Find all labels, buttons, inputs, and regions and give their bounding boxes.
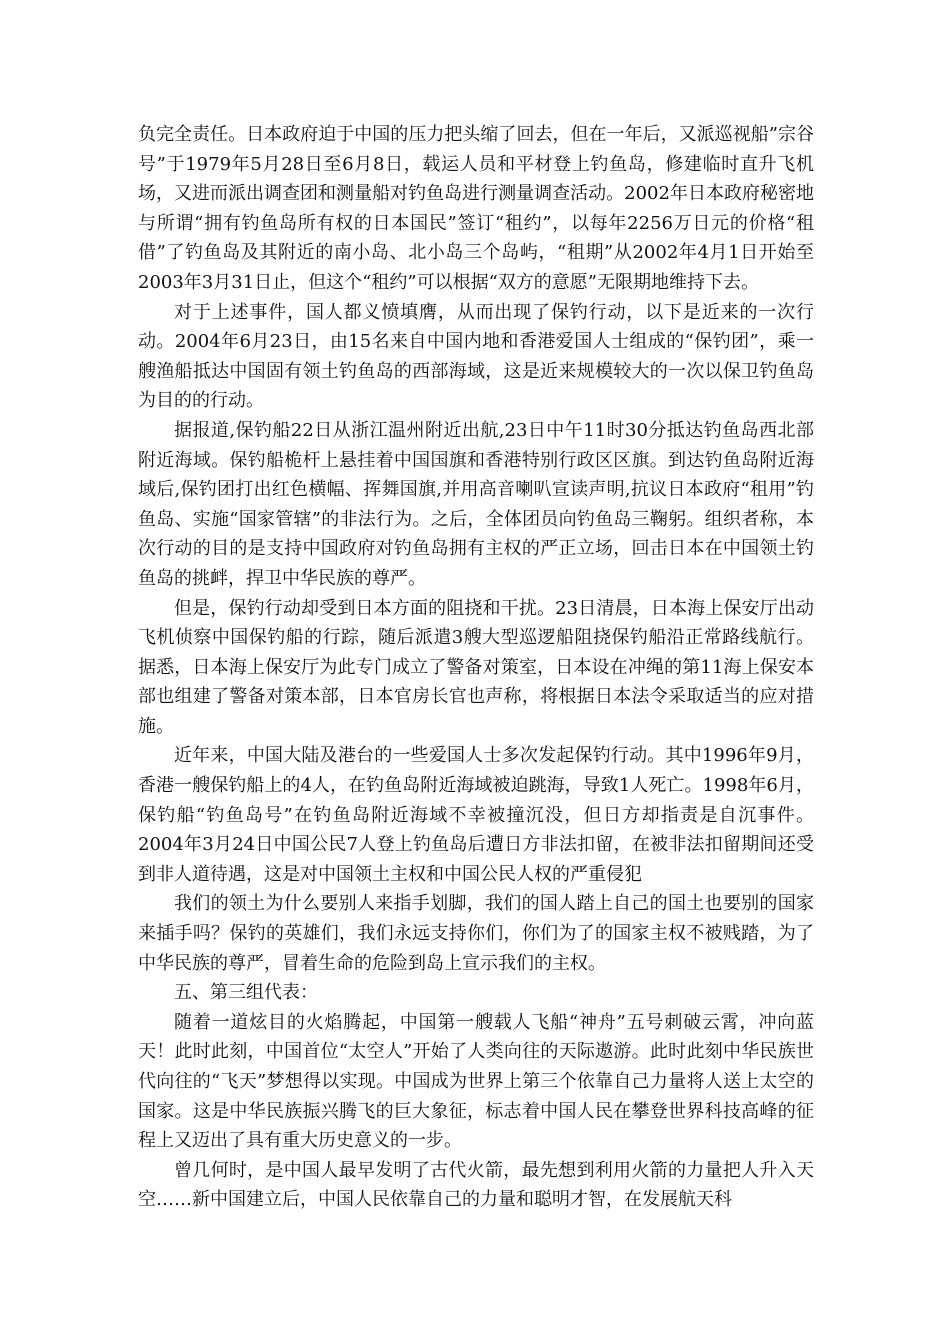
paragraph-continuation: 负完全责任。日本政府迫于中国的压力把头缩了回去，但在一年后，又派巡视船”宗谷号”于1979年5月28日至6月8日，载运人员和平材登上钓鱼岛，修建临时直升飞机场，又进而派出调查团和测量船对钓鱼岛进行测量调查活动。2002年日本政府秘密地与所谓“拥有钓鱼岛所有权的日本国民”签订“租约”，以每年2256万日元的价格“租借”了钓鱼岛及其附近的南小岛、北小岛三个岛屿，“租期”从2002年4月1日开始至2003年3月31日止，但这个“租约”可以根据“双方的意愿”无限期地维持下去。 (138, 124, 814, 293)
paragraph: 随着一道炫目的火焰腾起，中国第一艘载人飞船“神舟”五号刺破云霄，冲向蓝天！此时此刻，中国首位“太空人”开始了人类向往的天际遨游。此时此刻中华民族世代向往的“飞天”梦想得以实现。中国成为世界上第三个依靠自己力量将人送上太空的国家。这是中华民族振兴腾飞的巨大象征，标志着中国人民在攀登世界科技高峰的征程上又迈出了具有重大历史意义的一步。 (138, 1011, 814, 1152)
section-heading: 五、第三组代表： (174, 982, 318, 1004)
document-page (138, 120, 814, 1215)
paragraph: 曾几何时，是中国人最早发明了古代火箭，最先想到利用火箭的力量把人升入天空……新中国建立后，中国人民依靠自己的力量和聪明才智，在发展航天科 (138, 1159, 814, 1211)
paragraph: 近年来，中国大陆及港台的一些爱国人士多次发起保钓行动。其中1996年9月，香港一艘保钓船上的4人，在钓鱼岛附近海域被迫跳海，导致1人死亡。1998年6月，保钓船“钓鱼岛号”在钓鱼岛附近海域不幸被撞沉没，但日方却指责是自沉事件。2004年3月24日中国公民7人登上钓鱼岛后遭日方非法扣留，在被非法扣留期间还受到非人道待遇，这是对中国领土主权和中国公民人权的严重侵犯 (138, 745, 814, 885)
paragraph: 但是，保钓行动却受到日本方面的阻挠和干扰。23日清晨，日本海上保安厅出动飞机侦察中国保钓船的行踪，随后派遣3艘大型巡逻船阻挠保钓船沿正常路线航行。据悉，日本海上保安厅为此专门成立了警备对策室，日本设在冲绳的第11海上保安本部也组建了警备对策本部，日本官房长官也声称，将根据日本法令采取适当的应对措施。 (138, 597, 814, 737)
paragraph: 据报道,保钓船22日从浙江温州附近出航,23日中午11时30分抵达钓鱼岛西北部附近海域。保钓船桅杆上悬挂着中国国旗和香港特别行政区区旗。到达钓鱼岛附近海域后,保钓团打出红色横幅、挥舞国旗,并用高音喇叭宣读声明,抗议日本政府“租用”钓鱼岛、实施“国家管辖”的非法行为。之后，全体团员向钓鱼岛三鞠躬。组织者称，本次行动的目的是支持中国政府对钓鱼岛拥有主权的严正立场，回击日本在中国领土钓鱼岛的挑衅，捍卫中华民族的尊严。 (138, 419, 814, 589)
paragraph: 我们的领土为什么要别人来指手划脚，我们的国人踏上自己的国土也要别的国家来插手吗？保钓的英雄们，我们永远支持你们，你们为了的国家主权不被贱踏，为了中华民族的尊严，冒着生命的危险到岛上宣示我们的主权。 (138, 893, 814, 974)
paragraph: 对于上述事件，国人都义愤填膺，从而出现了保钓行动，以下是近来的一次行动。2004年6月23日，由15名来自中国内地和香港爱国人士组成的“保钓团”，乘一艘渔船抵达中国固有领土钓鱼岛的西部海域，这是近来规模较大的一次以保卫钓鱼岛为目的的行动。 (138, 301, 814, 412)
